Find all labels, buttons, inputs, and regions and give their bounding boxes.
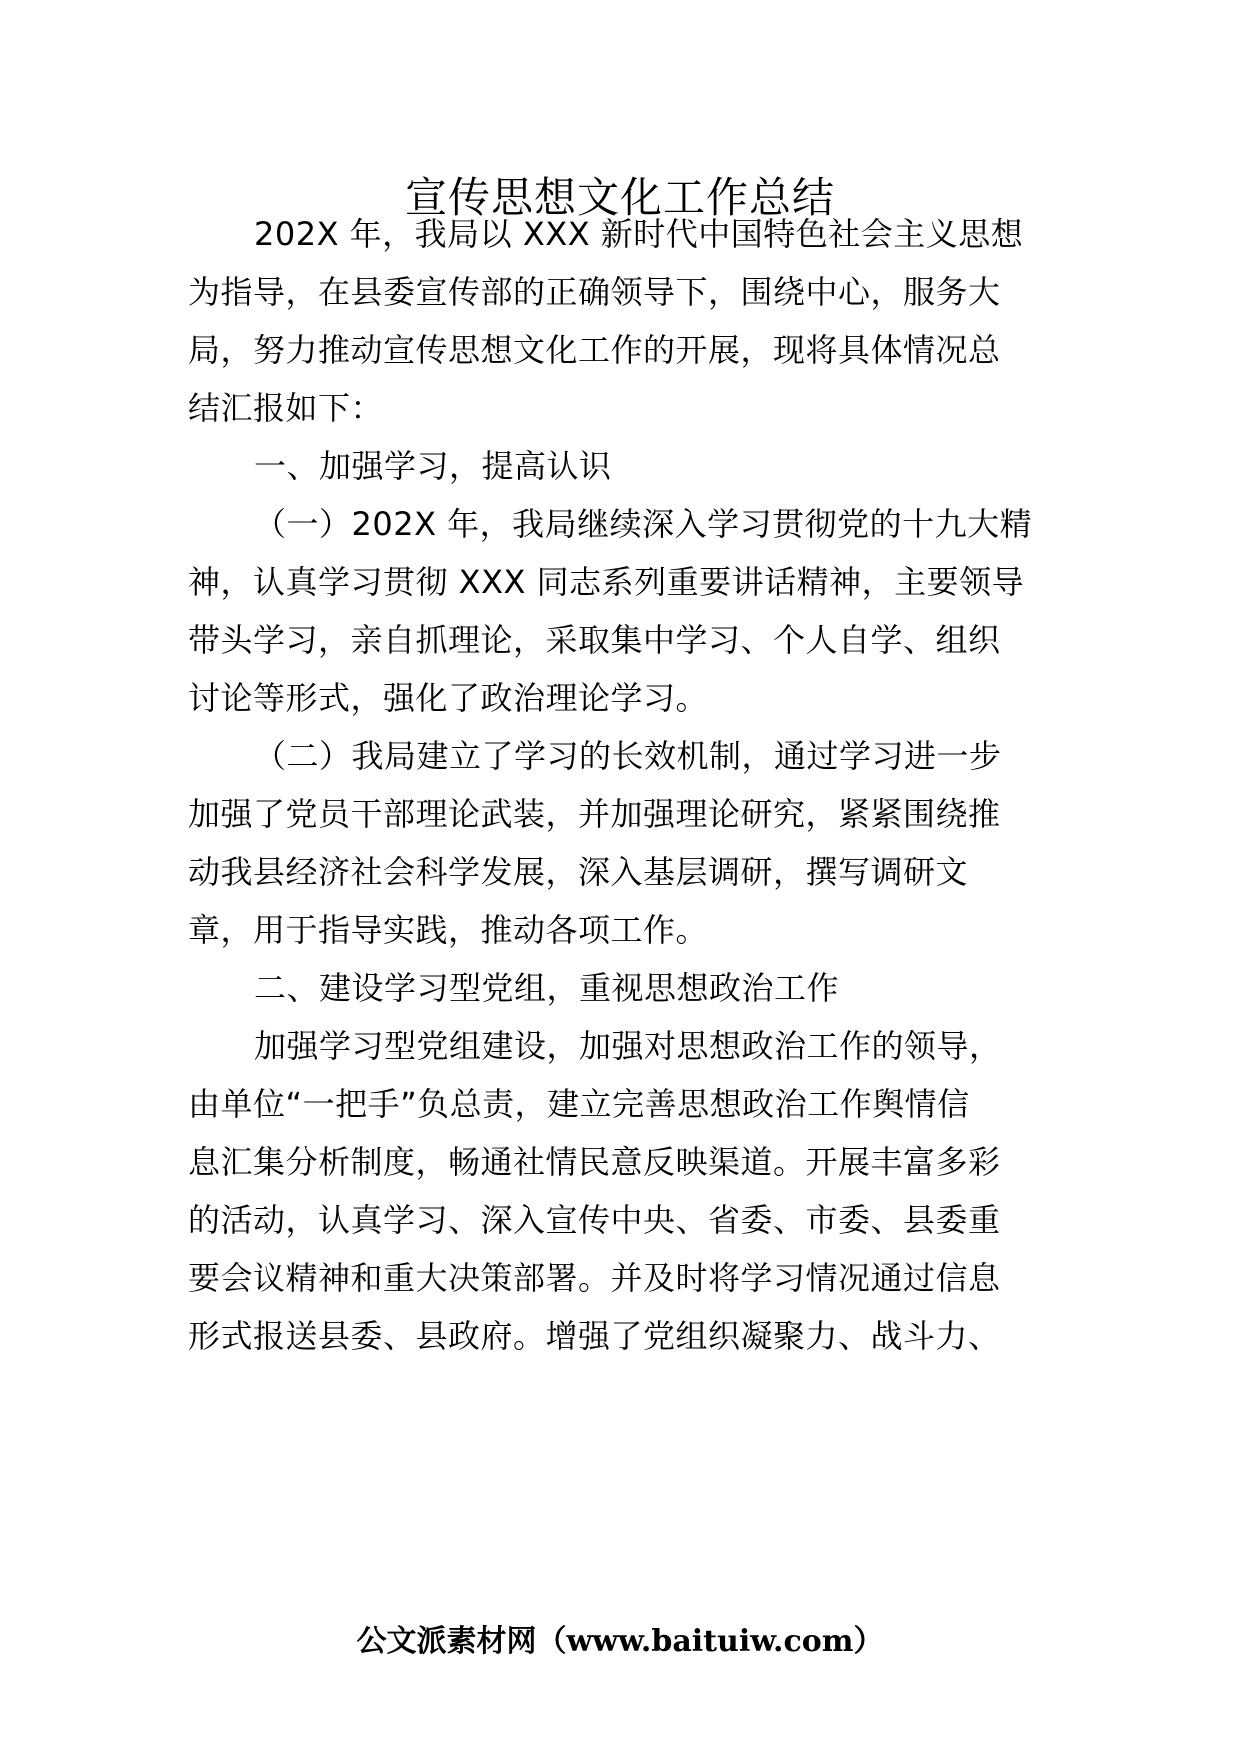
paragraph-2-line-2: 神，认真学习贯彻 XXX 同志系列重要讲话精神，主要领导 <box>188 563 1025 601</box>
section-heading-1: 一、加强学习，提高认识 <box>254 447 612 485</box>
paragraph-3-line-2: 加强了党员干部理论武装，并加强理论研究，紧紧围绕推 <box>188 795 1001 833</box>
paragraph-1-line-4: 结汇报如下： <box>188 389 384 427</box>
paragraph-2-line-3: 带头学习，亲自抓理论，采取集中学习、个人自学、组织 <box>188 621 1001 659</box>
paragraph-4-line-1: 加强学习型党组建设，加强对思想政治工作的领导， <box>254 1027 1002 1065</box>
footer-watermark: 公文派素材网（www.baituiw.com） <box>356 1624 884 1659</box>
paragraph-1-line-2: 为指导，在县委宣传部的正确领导下，围绕中心，服务大 <box>188 273 1001 311</box>
section-heading-2: 二、建设学习型党组，重视思想政治工作 <box>254 969 840 1007</box>
paragraph-4-line-5: 要会议精神和重大决策部署。并及时将学习情况通过信息 <box>188 1259 1001 1297</box>
paragraph-3-line-4: 章，用于指导实践，推动各项工作。 <box>188 911 709 949</box>
paragraph-1-line-1: 202X 年，我局以 XXX 新时代中国特色社会主义思想 <box>254 215 1024 253</box>
paragraph-4-line-2: 由单位“一把手”负总责，建立完善思想政治工作舆情信 <box>188 1085 970 1123</box>
paragraph-4-line-3: 息汇集分析制度，畅通社情民意反映渠道。开展丰富多彩 <box>188 1143 1001 1181</box>
paragraph-2-line-1: （一）202X 年，我局继续深入学习贯彻党的十九大精 <box>254 505 1033 543</box>
paragraph-3-line-1: （二）我局建立了学习的长效机制，通过学习进一步 <box>254 737 1002 775</box>
paragraph-2-line-4: 讨论等形式，强化了政治理论学习。 <box>188 679 709 717</box>
paragraph-1-line-3: 局，努力推动宣传思想文化工作的开展，现将具体情况总 <box>188 331 1001 369</box>
paragraph-4-line-6: 形式报送县委、县政府。增强了党组织凝聚力、战斗力、 <box>188 1317 1001 1355</box>
document-title: 宣传思想文化工作总结 <box>404 173 835 222</box>
paragraph-4-line-4: 的活动，认真学习、深入宣传中央、省委、市委、县委重 <box>188 1201 1001 1239</box>
paragraph-3-line-3: 动我县经济社会科学发展，深入基层调研，撰写调研文 <box>188 853 969 891</box>
